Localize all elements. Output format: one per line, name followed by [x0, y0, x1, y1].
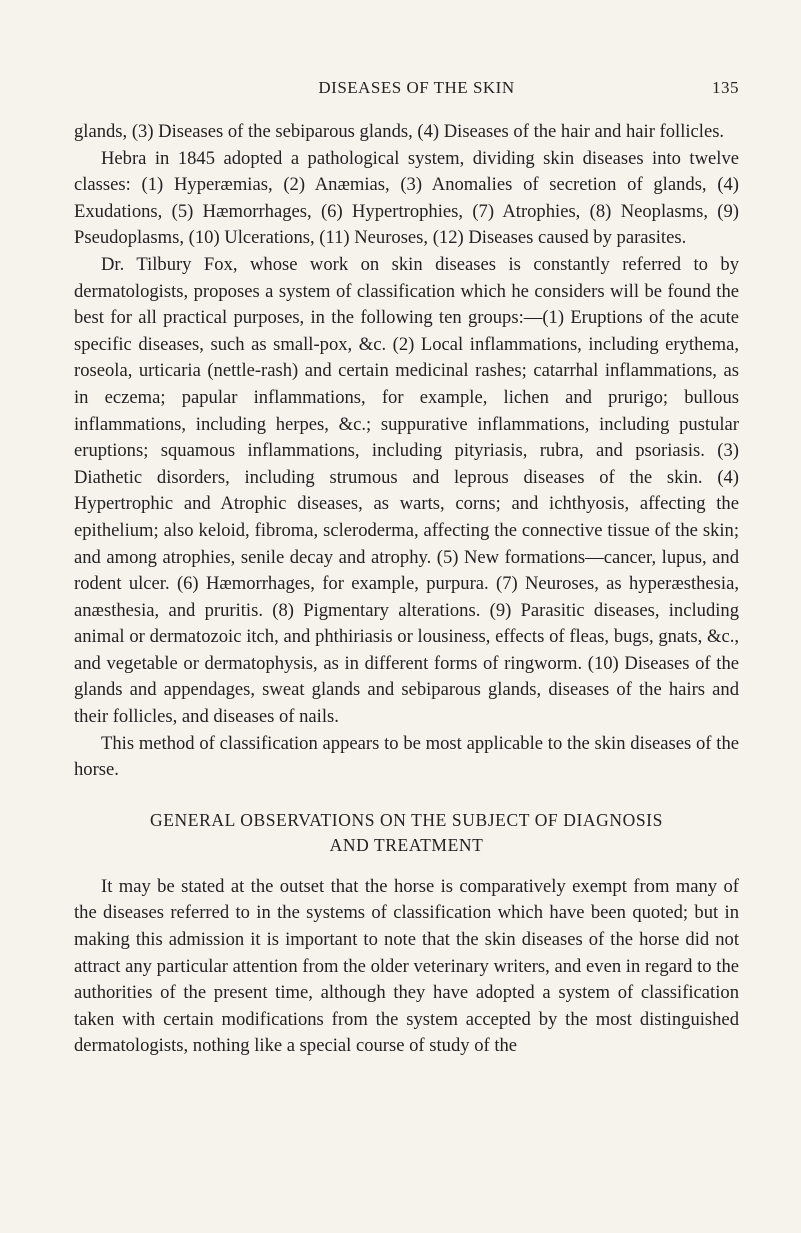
- body-text: [74, 119, 739, 1060]
- paragraph-general-observations: It may be stated at the outset that the horse is comparatively exempt from many of the diseases referred to in the systems of classification which have been quoted; but in making this admission it is important to note that the skin diseases of the horse did not attract any particular attention from the older veterinary writers, and even in regard to the authorities of the present time, although they have adopted a system of classification taken with certain modifications from the system accepted by the most distinguished dermatologists, nothing like a special course of study of the: [74, 875, 739, 1057]
- paragraph-hebra: Hebra in 1845 adopted a pathological system, dividing skin diseases into twelve classes: (1) Hyperæmias, (2) Anæmias, (3) Anomalies of secretion of glands, (4) Exudations, (5) Hæmorrhages, (6) Hypertrophies, (7) Atrophies, (8) Neoplasms, (9) Pseudoplasms, (10) Ulcerations, (11) Neuroses, (12) Diseases caused by parasites.: [74, 147, 739, 249]
- section-heading: [74, 808, 739, 858]
- running-head: [74, 78, 739, 106]
- paragraph-continuation: glands, (3) Diseases of the sebiparous glands, (4) Diseases of the hair and hair follicles.: [74, 121, 725, 142]
- section-heading-line-1: GENERAL OBSERVATIONS ON THE SUBJECT OF DIAGNOSIS: [150, 809, 663, 830]
- paragraph-tilbury-fox: Dr. Tilbury Fox, whose work on skin diseases is constantly referred to by dermatologists, proposes a system of classification which he considers will be found the best for all practical purposes, in the following ten groups:—(1) Eruptions of the acute specific diseases, such as small-pox, &c. (2) Local inflammations, including erythema, roseola, urticaria (nettle-rash) and certain medicinal rashes; catarrhal inflammations, as in eczema; papular inflammations, for example, lichen and prurigo; bullous inflammations, including herpes, &c.; suppurative inflammations, including pustular eruptions; squamous inflammations, including pityriasis, rubra, and psoriasis. (3) Diathetic disorders, including strumous and leprous diseases of the skin. (4) Hypertrophic and Atrophic diseases, as warts, corns; and ichthyosis, affecting the epithelium; also keloid, fibroma, scleroderma, affecting the connective tissue of the skin; and among atrophies, senile decay and atrophy. (5) New formations—cancer, lupus, and rodent ulcer. (6) Hæmorrhages, for example, purpura. (7) Neuroses, as hyperæsthesia, anæsthesia, and pruritis. (8) Pigmentary alterations. (9) Parasitic diseases, including animal or dermatozoic itch, and phthiriasis or lousiness, effects of fleas, bugs, gnats, &c., and vegetable or dermatophysis, as in different forms of ringworm. (10) Diseases of the glands and appendages, sweat glands and sebiparous glands, diseases of the hairs and their follicles, and diseases of nails.: [74, 253, 739, 728]
- section-heading-line-2: AND TREATMENT: [329, 834, 484, 855]
- paragraph-method: This method of classification appears to be most applicable to the skin diseases of the horse.: [74, 732, 739, 781]
- page-number: 135: [712, 78, 739, 97]
- running-title: DISEASES OF THE SKIN: [318, 78, 515, 97]
